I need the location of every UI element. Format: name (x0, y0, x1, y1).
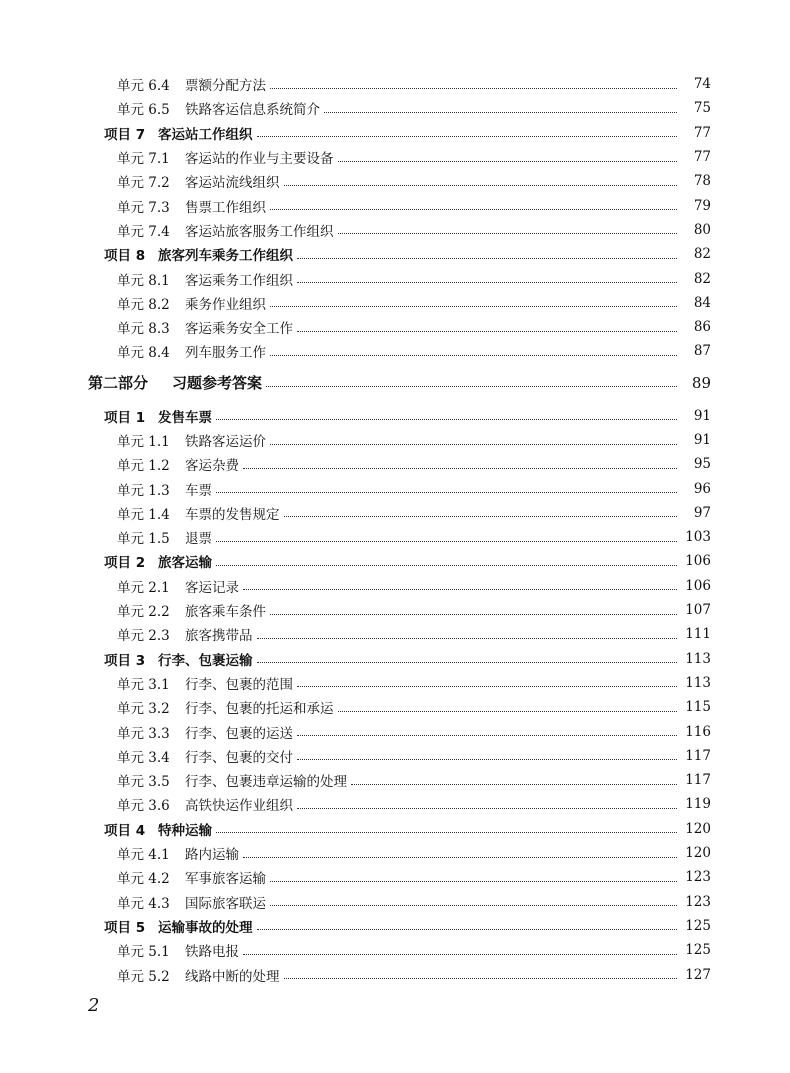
toc-entry-number: 单元 3.3 (117, 725, 170, 742)
toc-entry-page: 119 (685, 796, 711, 813)
toc-entry-title: 铁路客运运价 (185, 434, 266, 450)
toc-entry-title: 车票的发售规定 (185, 506, 280, 523)
toc-entry-number: 单元 7.1 (117, 151, 170, 168)
dot-leader (338, 711, 678, 712)
dot-leader (243, 954, 677, 955)
toc-entry-number: 单元 2.3 (117, 628, 170, 645)
toc-entry-number: 单元 4.2 (117, 871, 170, 888)
toc-entry-number: 第二部分 (88, 374, 149, 393)
toc-entry-page: 113 (685, 650, 711, 667)
toc-entry-title: 售票工作组织 (185, 199, 266, 216)
dot-leader (270, 881, 677, 882)
toc-entry-number: 单元 4.3 (117, 895, 170, 912)
toc-entry-title: 行李、包裹的运送 (185, 725, 293, 742)
toc-entry-unit (0, 96, 790, 120)
dot-leader (338, 161, 678, 162)
toc-entry-number: 单元 1.1 (117, 434, 170, 450)
toc-entry-title: 高铁快运作业组织 (185, 798, 293, 815)
toc-entry-title: 铁路电报 (185, 944, 239, 961)
toc-entry-unit (0, 695, 790, 719)
toc-entry-unit (0, 339, 790, 363)
dot-leader (324, 112, 677, 113)
toc-entry-title: 行李、包裹的托运和承运 (185, 701, 334, 718)
dot-leader (284, 978, 678, 979)
toc-entry-project (0, 817, 790, 841)
toc-entry-title: 退票 (185, 531, 212, 548)
toc-entry-page: 96 (693, 480, 711, 497)
dot-leader (270, 88, 677, 89)
toc-entry-title: 国际旅客联运 (185, 895, 266, 912)
dot-leader (270, 306, 677, 307)
toc-entry-title: 客运乘务工作组织 (185, 272, 293, 289)
toc-entry-project (0, 647, 790, 671)
dot-leader (270, 355, 677, 356)
toc-entry-title: 铁路客运信息系统简介 (185, 102, 320, 119)
toc-entry-unit (0, 574, 790, 598)
toc-entry-unit (0, 452, 790, 476)
toc-entry-number: 单元 8.4 (117, 345, 170, 362)
dot-leader (351, 784, 677, 785)
toc-entry-number: 单元 3.5 (117, 774, 170, 791)
toc-entry-page: 123 (685, 893, 711, 910)
dot-leader (257, 929, 678, 930)
dot-leader (243, 468, 677, 469)
toc-entry-title: 客运站旅客服务工作组织 (185, 223, 334, 240)
toc-entry-number: 项目 2 (104, 555, 146, 572)
toc-entry-page: 106 (685, 577, 711, 594)
toc-entry-number: 单元 8.1 (117, 272, 170, 289)
toc-entry-number: 单元 6.4 (117, 78, 170, 95)
toc-entry-page: 82 (693, 246, 711, 263)
dot-leader (243, 857, 677, 858)
toc-entry-number: 单元 7.4 (117, 223, 170, 240)
toc-entry-page: 120 (685, 845, 711, 862)
dot-leader (216, 832, 677, 833)
toc-entry-page: 115 (685, 699, 711, 716)
toc-entry-number: 项目 7 (104, 126, 146, 143)
toc-entry-page: 80 (693, 221, 711, 238)
toc-entry-page: 125 (685, 942, 711, 959)
toc-entry-unit (0, 501, 790, 525)
toc-entry-unit (0, 962, 790, 986)
toc-entry-number: 单元 7.3 (117, 199, 170, 216)
table-of-contents (0, 72, 790, 987)
toc-entry-unit (0, 938, 790, 962)
toc-entry-page: 120 (685, 820, 711, 837)
toc-entry-number: 项目 3 (104, 652, 146, 669)
dot-leader (297, 331, 677, 332)
dot-leader (297, 258, 677, 259)
toc-entry-unit (0, 865, 790, 889)
dot-leader (266, 386, 677, 387)
toc-entry-title: 行李、包裹违章运输的处理 (185, 774, 347, 791)
toc-entry-title: 票额分配方法 (185, 78, 266, 95)
dot-leader (297, 808, 677, 809)
toc-entry-title: 军事旅客运输 (185, 871, 266, 888)
toc-entry-unit (0, 841, 790, 865)
dot-leader (270, 209, 677, 210)
toc-entry-page: 74 (693, 76, 711, 93)
toc-entry-page: 95 (693, 456, 711, 473)
toc-entry-title: 乘务作业组织 (185, 296, 266, 313)
dot-leader (216, 541, 677, 542)
toc-entry-unit (0, 768, 790, 792)
dot-leader (257, 638, 678, 639)
toc-entry-part (0, 368, 790, 398)
toc-entry-page: 125 (685, 917, 711, 934)
toc-entry-project (0, 242, 790, 266)
toc-entry-page: 89 (691, 373, 711, 392)
toc-entry-title: 车票 (185, 482, 212, 499)
toc-entry-page: 75 (693, 100, 711, 117)
toc-entry-number: 项目 4 (104, 822, 146, 839)
toc-entry-title: 路内运输 (185, 847, 239, 864)
toc-entry-page: 91 (693, 407, 711, 424)
toc-entry-number: 单元 5.2 (117, 968, 170, 985)
toc-entry-page: 87 (693, 343, 711, 360)
dot-leader (284, 516, 678, 517)
toc-entry-unit (0, 525, 790, 549)
toc-entry-unit (0, 671, 790, 695)
toc-entry-title: 旅客携带品 (185, 628, 253, 645)
toc-entry-number: 单元 5.1 (117, 944, 170, 961)
toc-entry-title: 客运站的作业与主要设备 (185, 151, 334, 168)
toc-entry-title: 客运站工作组织 (158, 126, 253, 143)
dot-leader (216, 492, 677, 493)
dot-leader (297, 686, 677, 687)
toc-entry-page: 113 (685, 674, 711, 691)
dot-leader (270, 444, 677, 445)
toc-entry-number: 单元 1.3 (117, 482, 170, 499)
toc-entry-number: 单元 1.4 (117, 506, 170, 523)
toc-entry-number: 单元 2.1 (117, 579, 170, 596)
toc-entry-page: 116 (685, 723, 711, 740)
toc-entry-unit (0, 315, 790, 339)
dot-leader (257, 662, 678, 663)
toc-entry-page: 79 (693, 197, 711, 214)
toc-entry-number: 项目 5 (104, 919, 146, 936)
dot-leader (270, 905, 677, 906)
toc-entry-unit (0, 476, 790, 500)
toc-entry-number: 项目 8 (104, 248, 146, 265)
toc-entry-title: 行李、包裹的范围 (185, 676, 293, 693)
toc-entry-number: 单元 3.4 (117, 749, 170, 766)
toc-entry-title: 特种运输 (158, 822, 212, 839)
toc-entry-page: 84 (693, 294, 711, 311)
dot-leader (297, 282, 677, 283)
toc-entry-number: 单元 6.5 (117, 102, 170, 119)
toc-entry-unit (0, 193, 790, 217)
toc-entry-unit (0, 169, 790, 193)
toc-entry-page: 77 (693, 124, 711, 141)
toc-entry-title: 旅客乘车条件 (185, 604, 266, 621)
dot-leader (297, 735, 677, 736)
dot-leader (297, 759, 677, 760)
toc-entry-page: 117 (685, 772, 711, 789)
dot-leader (257, 136, 678, 137)
toc-entry-title: 客运站流线组织 (185, 175, 280, 192)
toc-entry-page: 111 (685, 626, 711, 643)
toc-entry-title: 列车服务工作 (185, 345, 266, 362)
toc-entry-page: 78 (693, 173, 711, 190)
toc-entry-project (0, 121, 790, 145)
toc-entry-number: 单元 8.3 (117, 321, 170, 338)
toc-entry-unit (0, 218, 790, 242)
toc-entry-title: 客运乘务安全工作 (185, 321, 293, 338)
toc-entry-title: 发售车票 (158, 409, 212, 426)
toc-entry-unit (0, 744, 790, 768)
dot-leader (243, 589, 677, 590)
toc-entry-page: 123 (685, 869, 711, 886)
toc-entry-title: 习题参考答案 (172, 374, 263, 393)
toc-entry-page: 82 (693, 270, 711, 287)
toc-entry-page: 127 (685, 966, 711, 983)
toc-entry-unit (0, 598, 790, 622)
toc-entry-page: 107 (685, 602, 711, 619)
page-number: 2 (88, 995, 100, 1016)
toc-entry-unit (0, 792, 790, 816)
toc-entry-title: 旅客列车乘务工作组织 (158, 248, 293, 265)
toc-entry-title: 运输事故的处理 (158, 919, 253, 936)
toc-entry-project (0, 549, 790, 573)
toc-entry-title: 行李、包裹的交付 (185, 749, 293, 766)
toc-entry-page: 106 (685, 553, 711, 570)
toc-entry-number: 项目 1 (104, 409, 146, 426)
toc-entry-page: 117 (685, 747, 711, 764)
toc-entry-number: 单元 3.1 (117, 676, 170, 693)
toc-entry-page: 86 (693, 319, 711, 336)
dot-leader (216, 419, 677, 420)
toc-entry-number: 单元 3.2 (117, 701, 170, 718)
toc-entry-number: 单元 4.1 (117, 847, 170, 864)
toc-entry-number: 单元 8.2 (117, 296, 170, 313)
toc-entry-title: 客运记录 (185, 579, 239, 596)
toc-entry-page: 97 (693, 504, 711, 521)
toc-entry-title: 线路中断的处理 (185, 968, 280, 985)
toc-entry-title: 客运杂费 (185, 458, 239, 475)
toc-entry-page: 77 (693, 149, 711, 166)
dot-leader (270, 614, 677, 615)
toc-entry-unit (0, 890, 790, 914)
toc-entry-number: 单元 7.2 (117, 175, 170, 192)
dot-leader (216, 565, 677, 566)
toc-entry-number: 单元 2.2 (117, 604, 170, 621)
toc-entry-page: 91 (693, 432, 711, 448)
toc-entry-unit (0, 428, 790, 452)
toc-entry-unit (0, 291, 790, 315)
toc-entry-number: 单元 1.5 (117, 531, 170, 548)
dot-leader (338, 233, 678, 234)
toc-entry-unit (0, 72, 790, 96)
toc-entry-title: 行李、包裹运输 (158, 652, 253, 669)
toc-entry-number: 单元 1.2 (117, 458, 170, 475)
toc-entry-number: 单元 3.6 (117, 798, 170, 815)
toc-entry-unit (0, 266, 790, 290)
toc-entry-unit (0, 719, 790, 743)
toc-entry-project (0, 914, 790, 938)
toc-entry-project (0, 404, 790, 428)
toc-entry-unit (0, 145, 790, 169)
dot-leader (284, 185, 678, 186)
toc-entry-page: 103 (685, 529, 711, 546)
toc-entry-title: 旅客运输 (158, 555, 212, 572)
toc-entry-unit (0, 622, 790, 646)
